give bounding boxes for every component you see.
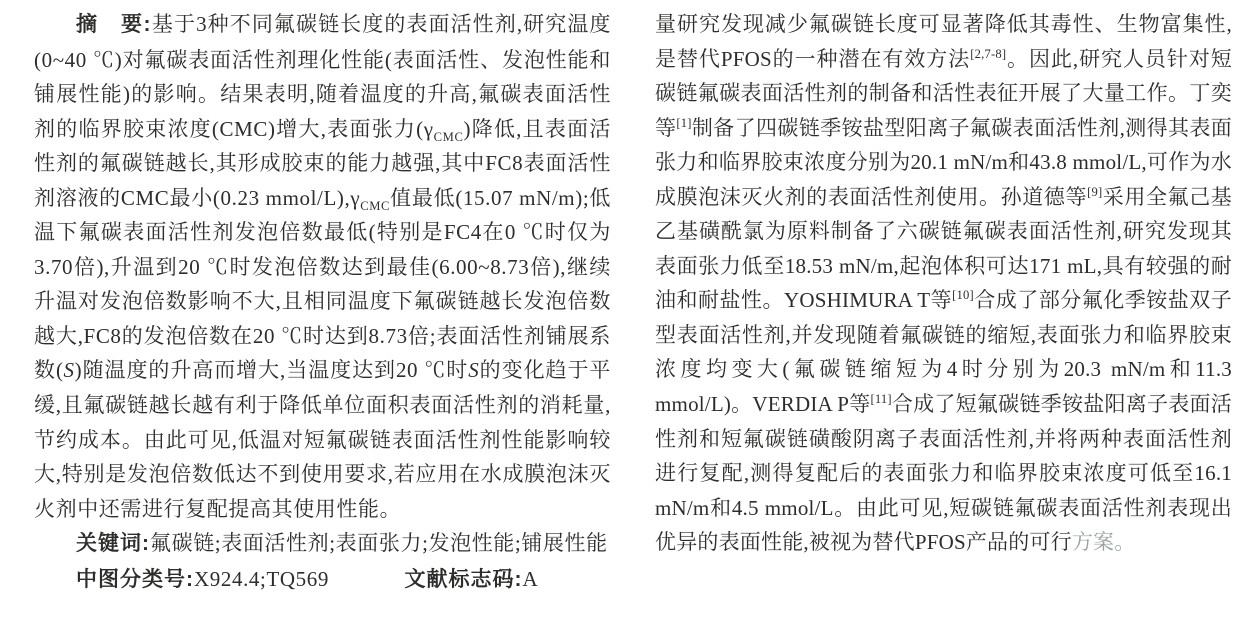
keywords-paragraph (34, 526, 611, 562)
abstract-text: 基于3种不同氟碳链长度的表面活性剂,研究温度(0~40 ℃)对氟碳表面活性剂理化性能(表面活性、发泡性能和铺展性能)的影响。结果表明,随着温度的升高,氟碳表面活性剂的临界胶束浓度(CMC)增大,表面张力$(\gamma_{CMC})$降低,且表面活性剂的氟碳链越长,其形成胶束的能力越强,其中FC8表面活性剂溶液的CMC最小(0.23 mmol/$L),\gamma_{CMC}$值最低(15.07 mN/m);低温下氟碳表面活性剂发泡倍数最低(特别是FC4在0 ℃时仅为3.70倍),升温到20 ℃时发泡倍数达到最佳(6.00~8.73倍),继续升温对发泡倍数影响不大,且相同温度下氟碳链越长发泡倍数越大,FC8的发泡倍数在20 ℃时达到8.73倍;表面活性剂铺展系数(S)随温度的升高而增大,当温度达到20 ℃时S的变化趋于平缓,且氟碳链越长越有利于降低单位面积表面活性剂的消耗量,节约成本。由此可见,低温对短氟碳链表面活性剂性能影响较大,特别是发泡倍数低达不到使用要求,若应用在水成膜泡沫灭火剂中还需进行复配提高其使用性能。 (34, 12, 612, 521)
doc-code-label: 文献标志码: (404, 567, 523, 591)
keywords-label: 关键词: (76, 532, 150, 556)
left-column (34, 7, 611, 629)
abstract-paragraph (34, 7, 611, 526)
clc-label: 中图分类号: (76, 567, 194, 591)
keywords-text: 氟碳链;表面活性剂;表面张力;发泡性能;铺展性能 (150, 531, 608, 556)
abstract-label: 摘 要: (76, 13, 152, 36)
doc-code-value: A (522, 566, 539, 591)
clc-value: X924.4;TQ569 (194, 566, 329, 591)
right-column (655, 7, 1232, 629)
intro-paragraph: 量研究发现减少氟碳链长度可显著降低其毒性、生物富集性,是替代PFOS的一种潜在有效方法[2,7-8]。因此,研究人员针对短碳链氟碳表面活性剂的制备和活性表征开展了大量工作。丁奕等[1]制备了四碳链季铵盐型阳离子氟碳表面活性剂,测得其表面张力和临界胶束浓度分别为20.1 mN/m和43.8 mmol/L,可作为水成膜泡沫灭火剂的表面活性剂使用。孙道德等[9]采用全氟己基乙基磺酰氯为原料制备了六碳链氟碳表面活性剂,研究发现其表面张力低至18.53 mN/m,起泡体积可达171 mL,具有较强的耐油和耐盐性。YOSHIMURA T等[10]合成了部分氟化季铵盐双子型表面活性剂,并发现随着氟碳链的缩短,表面张力和临界胶束浓度均变大(氟碳链缩短为4时分别为20.3 mN/m和11.3 mmol/L)。VERDIA P等[11]合成了短氟碳链季铵盐阳离子表面活性剂和短氟碳链磺酸阴离子表面活性剂,并将两种表面活性剂进行复配,测得复配后的表面张力和临界胶束浓度可低至16.1 mN/m和4.5 mmol/L。由此可见,短碳链氟碳表面活性剂表现出优异的表面性能,被视为替代PFOS产品的可行方案。 (655, 12, 1232, 555)
classification-line (34, 562, 611, 598)
